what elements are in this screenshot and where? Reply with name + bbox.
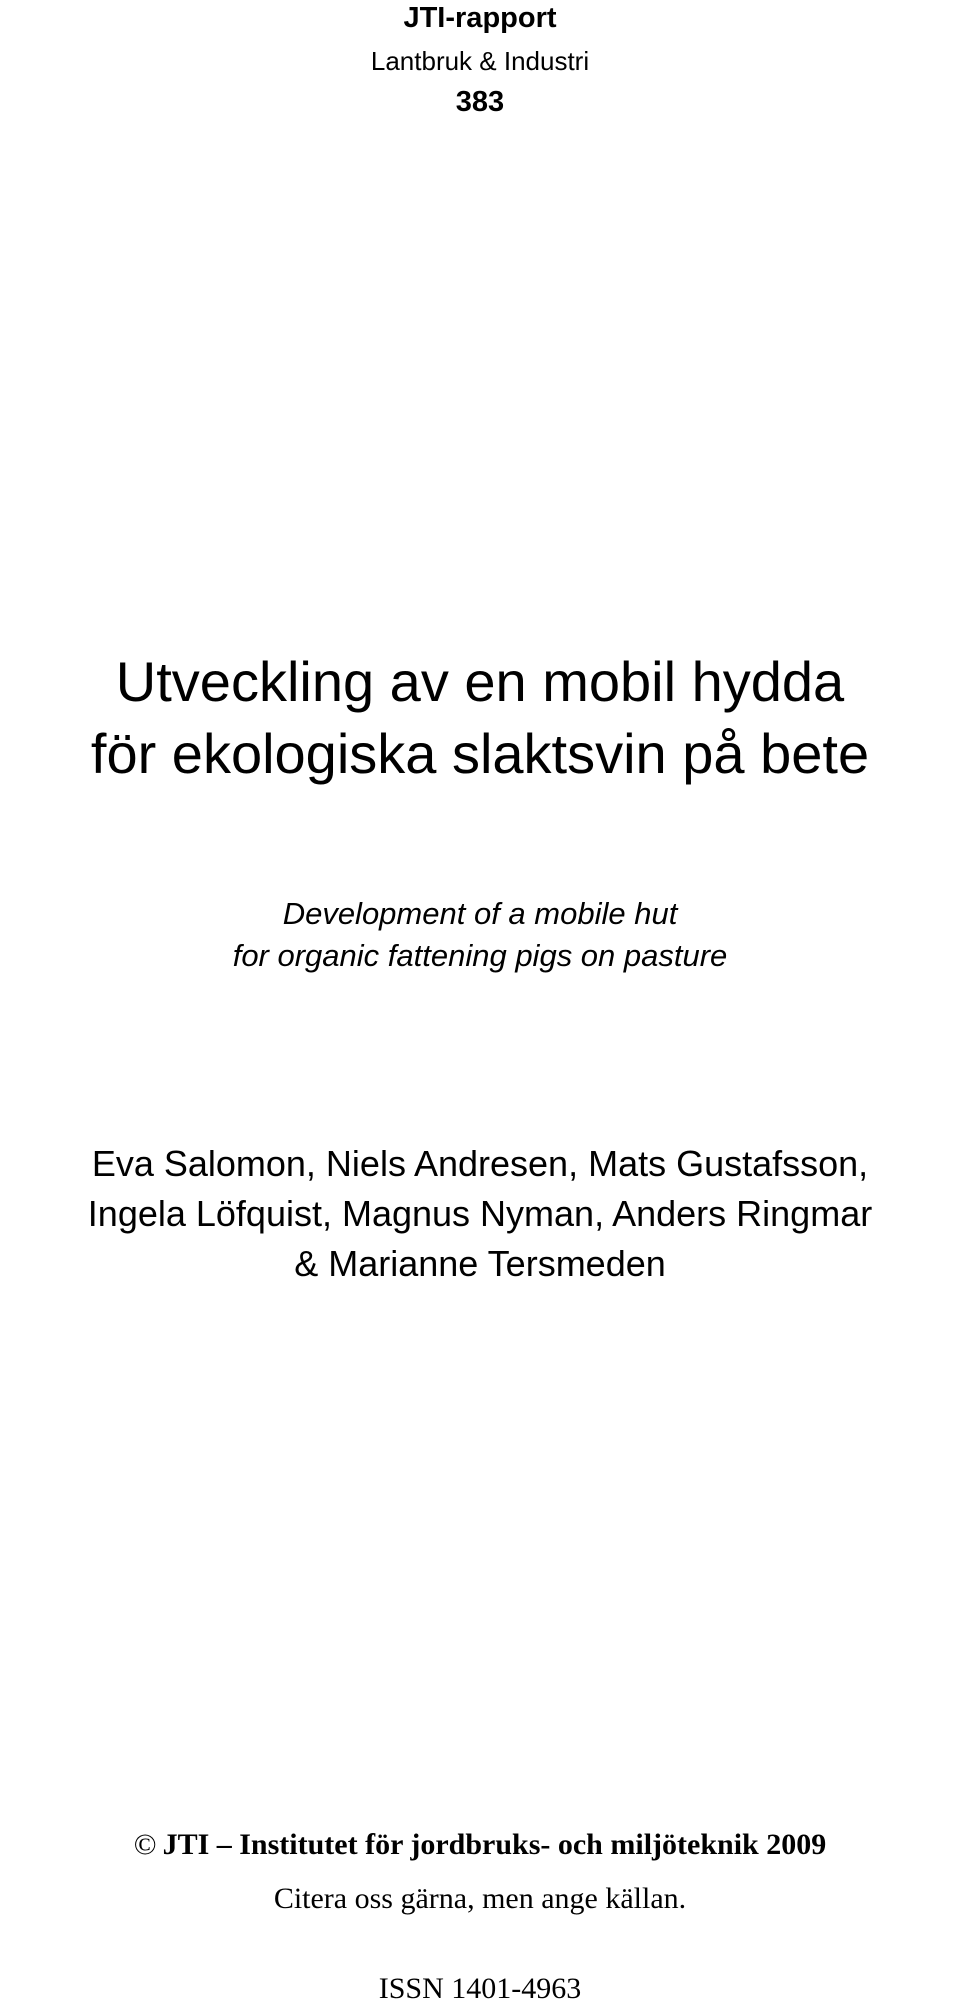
authors-line-3: & Marianne Tersmeden <box>294 1243 666 1284</box>
english-subtitle-line-2: for organic fattening pigs on pasture <box>232 938 728 973</box>
copyright-text: JTI – Institutet för jordbruks- och miljöteknik 2009 <box>162 1828 827 1861</box>
copyright-icon: © <box>133 1828 157 1861</box>
citation-note: Citera oss gärna, men ange källan. <box>273 1882 687 1915</box>
document-title-line-1: Utveckling av en mobil hydda <box>115 650 845 713</box>
issn-number: ISSN 1401-4963 <box>378 1972 582 2005</box>
report-number: 383 <box>455 86 505 118</box>
english-subtitle-line-1: Development of a mobile hut <box>282 896 678 931</box>
report-series-name: Lantbruk & Industri <box>370 46 590 76</box>
authors-line-2: Ingela Löfquist, Magnus Nyman, Anders Ringmar <box>87 1193 873 1234</box>
document-title-line-2: för ekologiska slaktsvin på bete <box>90 722 870 785</box>
authors-line-1: Eva Salomon, Niels Andresen, Mats Gustafsson, <box>91 1143 869 1184</box>
report-series-title: JTI-rapport <box>403 2 557 34</box>
copyright-notice <box>0 1830 960 1860</box>
